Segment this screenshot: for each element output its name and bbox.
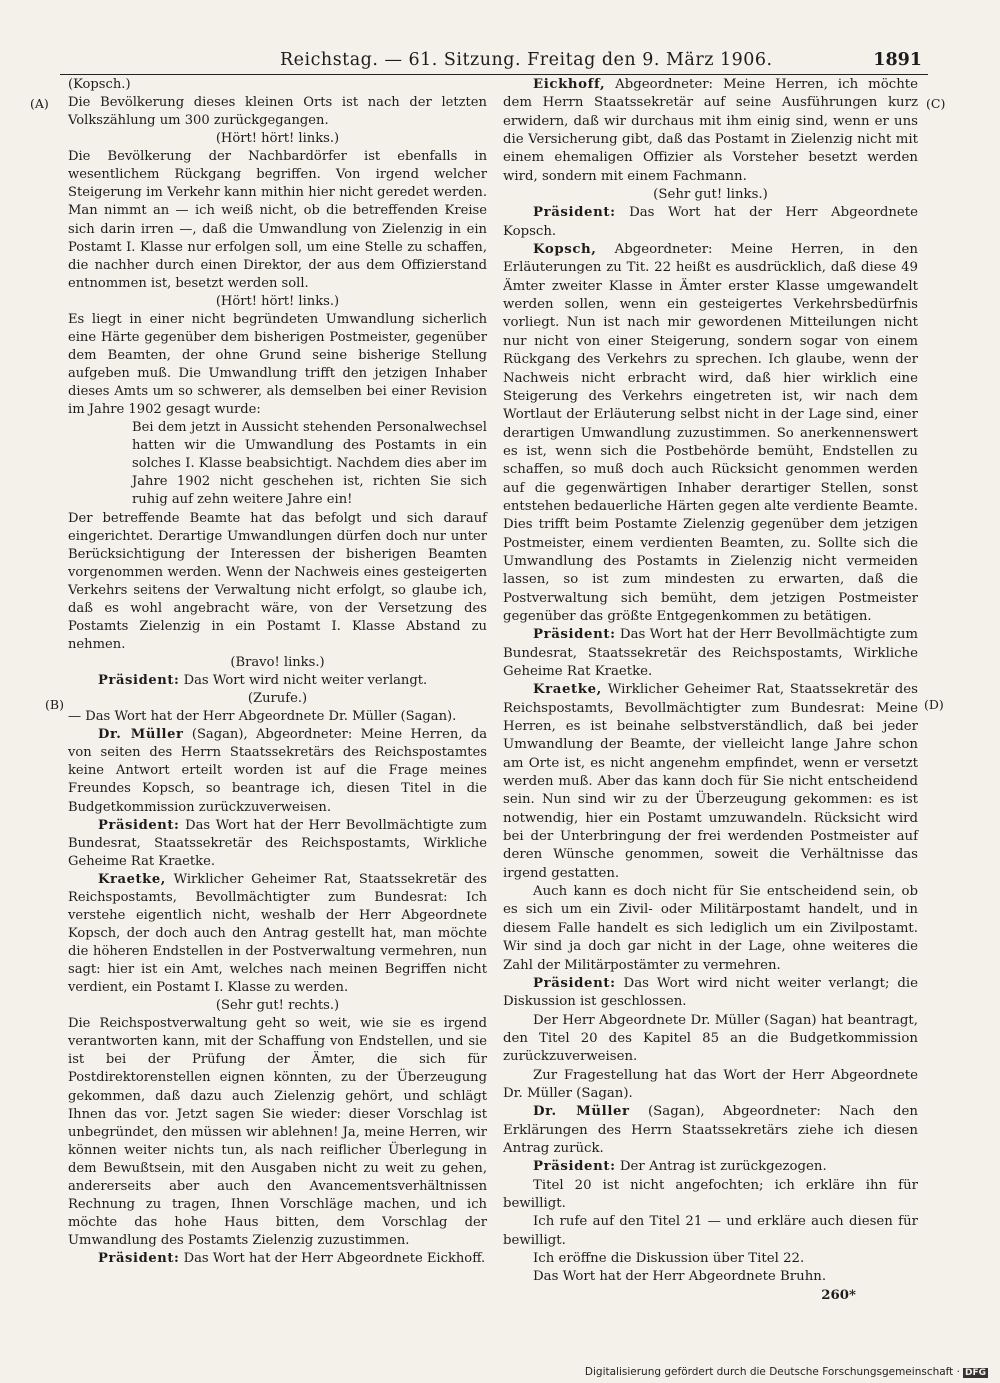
right-column — [503, 76, 918, 1305]
speaker-name: Kraetke, — [533, 682, 602, 698]
speech-text: Das Wort wird nicht weiter verlangt. — [179, 673, 428, 689]
speech-text: Das Wort hat der Herr Bevollmächtigte zum Bundesrat, Staatssekretär des Reichspostamts, Wirkliche Geheime Rat Kraetke. — [503, 627, 918, 679]
speech-text: (Sagan), Abgeordneter: Nach den Erklärungen des Herrn Staatssekretärs ziehe ich diesen Antrag zurück. — [503, 1104, 918, 1156]
speech-text: Wirklicher Geheimer Rat, Staatssekretär des Reichspostamts, Bevollmächtigter zum Bundesrat: Meine Herren, es ist beinahe selbstverständlich, daß bei jeder Umwandlung der Beamte, der vielleicht lange Jahre schon am Orte ist, es nicht angenehm empfindet, wenn er versetzt werden muß. Aber das kann doch für Sie nicht entscheidend sein. Nun sind wir zu der Überzeugung gekommen: es ist notwendig, hier ein Postamt umzuwandeln. Rücksicht wird bei der Unterbringung der frei werdenden Postmeister auf deren Wünsche genommen, soweit die Verhältnisse das irgend gestatten. — [503, 682, 918, 881]
speaker-name: Kraetke, — [98, 871, 166, 887]
speech-text: Das Wort hat der Herr Bevollmächtigte zum Bundesrat, Staatssekretär des Reichspostamts, Wirkliche Geheime Rat Kraetke. — [68, 817, 487, 869]
margin-mark-d: (D) — [924, 697, 944, 712]
digitization-credit — [585, 1366, 988, 1378]
paragraph: — Das Wort hat der Herr Abgeordnete Dr. Müller (Sagan). — [68, 709, 457, 725]
speech-paragraph — [68, 817, 487, 871]
speaker-name: Präsident: — [533, 205, 616, 221]
speaker-name: Präsident: — [533, 975, 616, 991]
speaker-name: Präsident: — [533, 627, 616, 643]
interjection: (Sehr gut! links.) — [653, 187, 768, 203]
margin-mark-c: (C) — [926, 96, 946, 111]
speech-paragraph — [503, 241, 918, 626]
speech-paragraph — [68, 1250, 487, 1268]
speech-text: Das Wort wird nicht weiter verlangt; die Diskussion ist geschlossen. — [503, 975, 918, 1010]
speech-paragraph — [503, 76, 918, 186]
paragraph: Ich eröffne die Diskussion über Titel 22. — [533, 1251, 805, 1266]
speech-text: Das Wort hat der Herr Abgeordnete Eickhoff. — [179, 1251, 486, 1267]
dfg-logo: DFG — [964, 1368, 986, 1378]
paragraph: Titel 20 ist nicht angefochten; ich erkläre ihn für bewilligt. — [503, 1177, 918, 1211]
paragraph: Zur Fragestellung hat das Wort der Herr Abgeordnete Dr. Müller (Sagan). — [503, 1067, 918, 1101]
speaker-name: Präsident: — [98, 1251, 180, 1267]
paragraph: Die Bevölkerung dieses kleinen Orts ist nach der letzten Volkszählung um 300 zurückgegangen. — [68, 95, 487, 129]
sheet-signature: 260* — [821, 1287, 856, 1303]
interjection: (Hört! hört! links.) — [215, 131, 340, 147]
speech-paragraph — [503, 204, 918, 241]
speech-paragraph — [503, 1158, 918, 1176]
speech-paragraph — [503, 626, 918, 681]
interjection: (Bravo! links.) — [230, 655, 325, 670]
page-number: 1891 — [873, 50, 922, 70]
speech-text: Wirklicher Geheimer Rat, Staatssekretär des Reichspostamts, Bevollmächtigter zum Bundesrat: Ich verstehe eigentlich nicht, weshalb der Herr Abgeordnete Kopsch, der doch auch den Antrag gestellt hat, man möchte die höheren Endstellen in der Postverwaltung vermehren, nun sagt: hier ist ein Amt, welches nach meinen Begriffen nicht verdient, ein Postamt I. Klasse zu werden. — [68, 871, 487, 996]
header-title: Reichstag. — 61. Sitzung. Freitag den 9. März 1906. — [280, 50, 773, 70]
speech-paragraph — [503, 681, 918, 883]
margin-mark-b: (B) — [45, 697, 64, 712]
quoted-passage: Bei dem jetzt in Aussicht stehenden Personalwechsel hatten wir die Umwandlung des Postamts in ein solches I. Klasse beabsichtigt. Nachdem dies aber im Jahre 1902 nicht geschehen ist, richten Sie sich ruhig auf zehn weitere Jahre ein! — [132, 420, 487, 508]
interjection: (Zurufe.) — [247, 691, 308, 707]
speaker-name: Dr. Müller — [98, 727, 184, 743]
speaker-name: Präsident: — [98, 817, 180, 833]
paragraph: Der betreffende Beamte hat das befolgt und sich darauf eingerichtet. Derartige Umwandlungen dürfen doch nur unter Berücksichtigung der Interessen der bisherigen Beamten vorgenommen werden. Wenn der Nachweis eines gesteigerten Verkehrs seitens der Verwaltung nicht erfolgt, so glaube ich, daß es wohl angebracht wäre, von der Versetzung des Postamts Zielenzig in ein Postamt I. Klasse Abstand zu nehmen. — [68, 510, 487, 652]
speech-text: Der Antrag ist zurückgezogen. — [615, 1159, 827, 1175]
speech-paragraph — [503, 975, 918, 1012]
speech-text: Abgeordneter: Meine Herren, in den Erläuterungen zu Tit. 22 heißt es ausdrücklich, daß diese 49 Ämter zweiter Klasse in Ämter erster Klasse umgewandelt werden sollen, wenn ein gesteigertes Verkehrsbedürfnis vorliegt. Nun ist nach mir gewordenen Mitteilungen nicht nur nicht von einer Steigerung, sondern sogar von einem Rückgang des Verkehrs zu sprechen. Ich glaube, wenn der Nachweis nicht erbracht wird, daß hier wirklich eine Steigerung des Verkehrs eingetreten ist, wir nach dem Wortlaut der Erläuterung selbst nicht in der Lage sind, einer derartigen Umwandlung zuzustimmen. So anerkennenswert es ist, wenn sich die Postbehörde bemüht, Endstellen zu schaffen, so muß doch auch Rücksicht genommen werden auf die gegenwärtigen Inhaber derartiger Stellen, sonst entstehen bedauerliche Härten gegen alte verdiente Beamte. Dies trifft beim Postamte Zielenzig gegenüber dem jetzigen Postmeister, einem verdienten Beamten, zu. Sollte sich die Umwandlung des Postamts in Zielenzig nicht vermeiden lassen, so ist zum mindesten zu erwarten, daß die Postverwaltung sich bemüht, dem jetzigen Postmeister gegenüber das größte Entgegenkommen zu betätigen. — [503, 242, 918, 624]
paragraph: (Kopsch.) — [68, 77, 131, 92]
paragraph: Auch kann es doch nicht für Sie entscheidend sein, ob es sich um ein Zivil- oder Militärpostamt handelt, und in diesem Falle handelt es sich lediglich um ein Zivilpostamt. Wir sind ja doch gar nicht in der Lage, ohne weiteres die Zahl der Militärpostämter zu vermehren. — [503, 884, 918, 973]
page-header — [60, 50, 928, 75]
credit-text: Digitalisierung gefördert durch die Deutsche Forschungsgemeinschaft · — [584, 1366, 960, 1378]
speaker-name: Eickhoff, — [533, 77, 606, 92]
speech-paragraph — [68, 726, 487, 816]
speaker-name: Dr. Müller — [533, 1104, 630, 1120]
interjection: (Sehr gut! rechts.) — [215, 998, 340, 1014]
paragraph: Das Wort hat der Herr Abgeordnete Bruhn. — [533, 1269, 827, 1285]
paragraph: Die Bevölkerung der Nachbardörfer ist ebenfalls in wesentlichem Rückgang begriffen. Von irgend welcher Steigerung im Verkehr kann mithin hier nicht geredet werden. Man nimmt an — ich weiß nicht, ob die betreffenden Kreise sich darin irren —, daß die Umwandlung von Zielenzig in ein Postamt I. Klasse nur erfolgen soll, um eine Stelle zu schaffen, die nachher durch einen Direktor, der aus dem Offizierstand entnommen ist, besetzt werden soll. — [68, 149, 487, 291]
speaker-name: Präsident: — [533, 1159, 616, 1175]
speech-text: Abgeordneter: Meine Herren, ich möchte dem Herrn Staatssekretär auf seine Ausführungen kurz erwidern, daß wir durchaus mit ihm einig sind, wenn er uns die Versicherung gibt, daß das Postamt in Zielenzig nicht mit einem ehemaligen Offizier als Vorsteher besetzt werden wird, sondern mit einem Fachmann. — [503, 77, 918, 184]
speech-text: Das Wort hat der Herr Abgeordnete Kopsch. — [503, 205, 918, 239]
paragraph: Ich rufe auf den Titel 21 — und erkläre auch diesen für bewilligt. — [503, 1214, 918, 1248]
speech-paragraph — [68, 871, 487, 997]
speech-paragraph — [503, 1103, 918, 1158]
interjection: (Hört! hört! links.) — [215, 293, 340, 309]
margin-mark-a: (A) — [30, 96, 49, 111]
speech-text: (Sagan), Abgeordneter: Meine Herren, da von seiten des Herrn Staatssekretärs des Reichspostamtes keine Antwort erteilt worden ist auf die Frage meines Freundes Kopsch, so beantrage ich, diesen Titel in die Budgetkommission zurückzuverweisen. — [68, 727, 488, 815]
speaker-name: Präsident: — [98, 673, 180, 689]
paragraph: Der Herr Abgeordnete Dr. Müller (Sagan) hat beantragt, den Titel 20 des Kapitel 85 an die Budgetkommission zurückzuverweisen. — [503, 1012, 918, 1065]
speech-paragraph — [68, 672, 487, 690]
speaker-name: Kopsch, — [533, 242, 597, 258]
paragraph: Die Reichspostverwaltung geht so weit, wie sie es irgend verantworten kann, mit der Schaffung von Endstellen, und sie ist bei der Prüfung der Ämter, die sich für Postdirektorenstellen eignen könnten, zu der Überzeugung gekommen, daß dazu auch Zielenzig gehört, und schlägt Ihnen das vor. Jetzt sagen Sie wieder: dieser Vorschlag ist unbegründet, den müssen wir ablehnen! Ja, meine Herren, wir können weiter nichts tun, als nach reiflicher Überlegung in dem Bewußtsein, mit den Ausgaben nicht zu weit zu gehen, andererseits aber auch den Avancementsverhältnissen Rechnung zu tragen, Ihnen Vorschläge machen, und ich möchte das hohe Haus bitten, dem Vorschlag der Umwandlung des Postamts Zielenzig zuzustimmen. — [68, 1016, 487, 1248]
left-column — [68, 76, 487, 1268]
paragraph: Es liegt in einer nicht begründeten Umwandlung sicherlich eine Härte gegenüber dem bisherigen Postmeister, gegenüber dem Beamten, der ohne Grund seine bisherige Stellung aufgeben muß. Die Umwandlung trifft den jetzigen Inhaber dieses Amts um so schwerer, als demselben bei einer Revision im Jahre 1902 gesagt wurde: — [68, 311, 487, 418]
